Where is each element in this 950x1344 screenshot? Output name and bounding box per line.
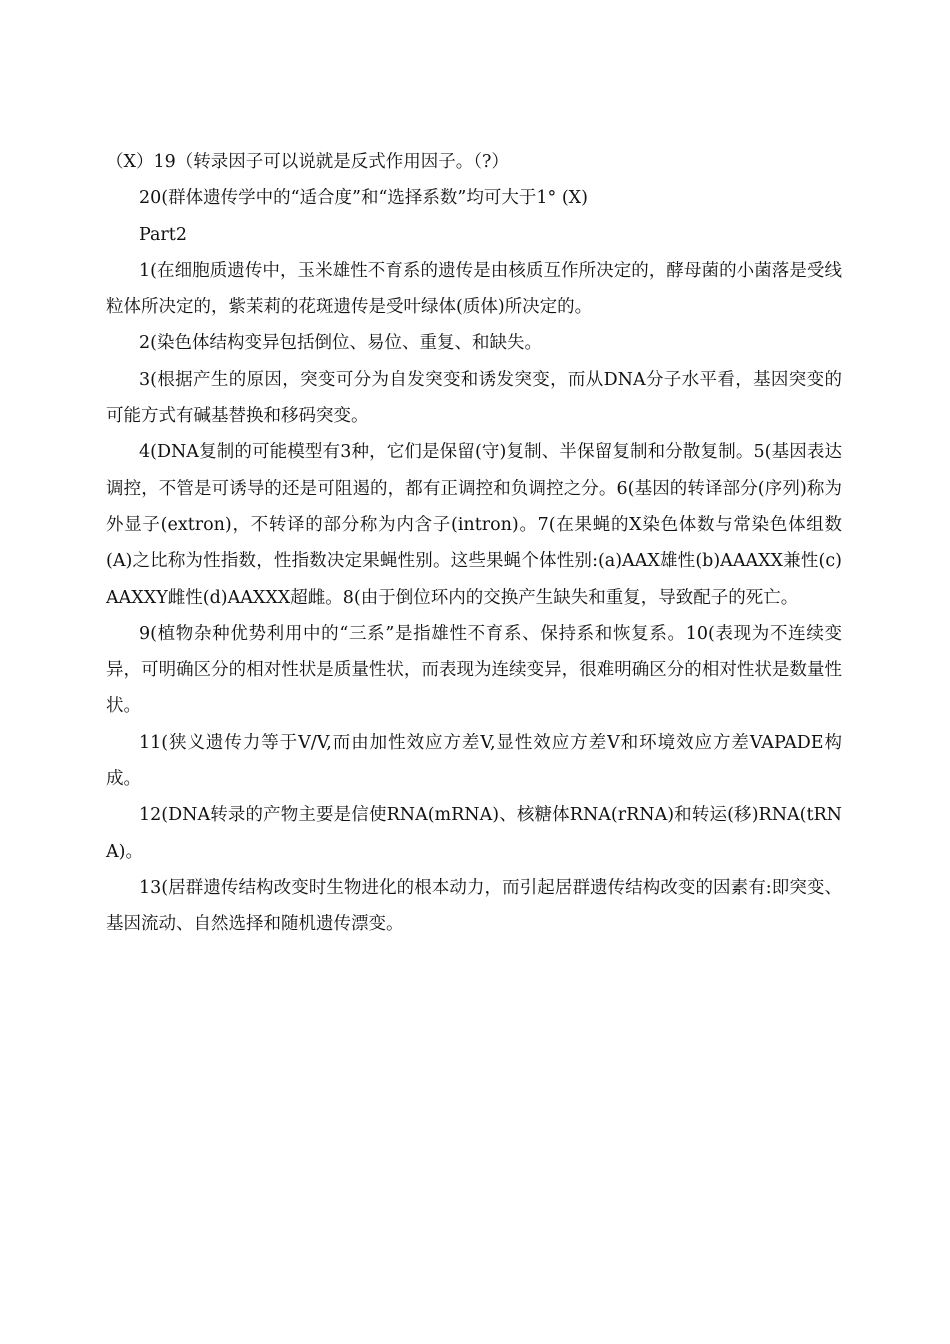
paragraph-item-3: 3(根据产生的原因，突变可分为自发突变和诱发突变，而从DNA分子水平看，基因突变的可能方式有碱基替换和移码突变。 (106, 369, 842, 427)
paragraph-item-12: 12(DNA转录的产物主要是信使RNA(mRNA)、核糖体RNA(rRNA)和转运(移)RNA(tRNA)。 (106, 805, 842, 862)
paragraph-items-9-10: 9(植物杂种优势利用中的“三系”是指雄性不育系、保持系和恢复系。10(表现为不连续变异，可明确区分的相对性状是质量性状，而表现为连续变异，很难明确区分的相对性状是数量性状。 (106, 623, 842, 717)
paragraph-q19: （X）19（转录因子可以说就是反式作用因子。（?） (106, 152, 509, 172)
section-heading-part2: Part2 (139, 224, 187, 245)
paragraph-item-13: 13(居群遗传结构改变时生物进化的根本动力，而引起居群遗传结构改变的因素有:即突变、基因流动、自然选择和随机遗传漂变。 (106, 877, 842, 935)
document-body (106, 144, 842, 943)
paragraph-items-4-8: 4(DNA复制的可能模型有3种，它们是保留(守)复制、半保留复制和分散复制。5(基因表达调控，不管是可诱导的还是可阻遏的，都有正调控和负调控之分。6(基因的转译部分(序列)称为外显子(extron)，不转译的部分称为内含子(intron)。7(在果蝇的X染色体数与常染色体组数(A)之比称为性指数，性指数决定果蝇性别。这些果蝇个体性别:(a)AAX雄性(b)AAAXX兼性(c)AAXXY雌性(d)AAXXX超雌。8(由于倒位环内的交换产生缺失和重复，导致配子的死亡。 (106, 442, 842, 608)
paragraph-item-2: 2(染色体结构变异包括倒位、易位、重复、和缺失。 (139, 333, 542, 354)
paragraph-q20: 20(群体遗传学中的“适合度”和“选择系数”均可大于1° (X) (139, 188, 588, 209)
paragraph-item-1: 1(在细胞质遗传中，玉米雄性不育系的遗传是由核质互作所决定的，酵母菌的小菌落是受线粒体所决定的，紫茉莉的花斑遗传是受叶绿体(质体)所决定的。 (106, 260, 842, 318)
paragraph-item-11: 11(狭义遗传力等于V/V,而由加性效应方差V,显性效应方差V和环境效应方差VAPADE构成。 (106, 732, 842, 790)
